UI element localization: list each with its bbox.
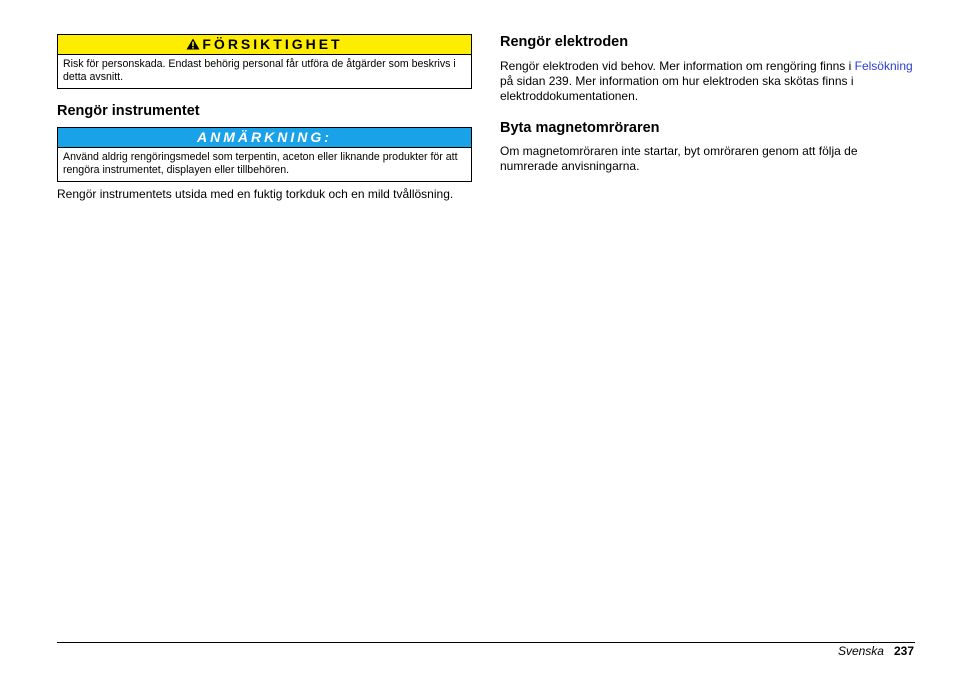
- body-text-pre: Rengör elektroden vid behov. Mer information om rengöring finns i: [500, 59, 855, 73]
- section-title-clean-instrument: Rengör instrumentet: [57, 103, 200, 119]
- page-footer: [838, 644, 914, 658]
- section-body-clean-instrument: Rengör instrumentets utsida med en fuktig torkduk och en mild tvållösning.: [57, 187, 454, 201]
- note-header: ANMÄRKNING:: [58, 128, 471, 148]
- section-body-replace-stirrer: Om magnetomröraren inte startar, byt omröraren genom att följa de numrerade anvisningarna.: [500, 144, 858, 173]
- left-column: [57, 34, 472, 202]
- note-box: [57, 127, 472, 182]
- caution-label: FÖRSIKTIGHET: [202, 36, 343, 52]
- caution-text: Risk för personskada. Endast behörig personal får utföra de åtgärder som beskrivs i detta avsnitt.: [63, 58, 456, 83]
- section-title-replace-stirrer: Byta magnetomröraren: [500, 120, 660, 136]
- troubleshooting-link[interactable]: Felsökning: [854, 59, 913, 73]
- body-text-post: på sidan 239. Mer information om hur elektroden ska skötas finns i elektroddokumentationen.: [500, 74, 854, 103]
- right-column: [500, 33, 915, 174]
- footer-divider: [57, 642, 915, 643]
- section-body-clean-electrode: [500, 59, 915, 104]
- warning-triangle-icon: [186, 38, 200, 50]
- section-title-clean-electrode: Rengör elektroden: [500, 34, 629, 50]
- footer-language: Svenska: [837, 644, 884, 658]
- note-text: Använd aldrig rengöringsmedel som terpentin, aceton eller liknande produkter för att rengöra instrumentet, displayen eller tillbehören.: [63, 151, 458, 176]
- page-number: 237: [893, 644, 914, 658]
- caution-box: [57, 34, 472, 89]
- caution-header: [58, 35, 471, 55]
